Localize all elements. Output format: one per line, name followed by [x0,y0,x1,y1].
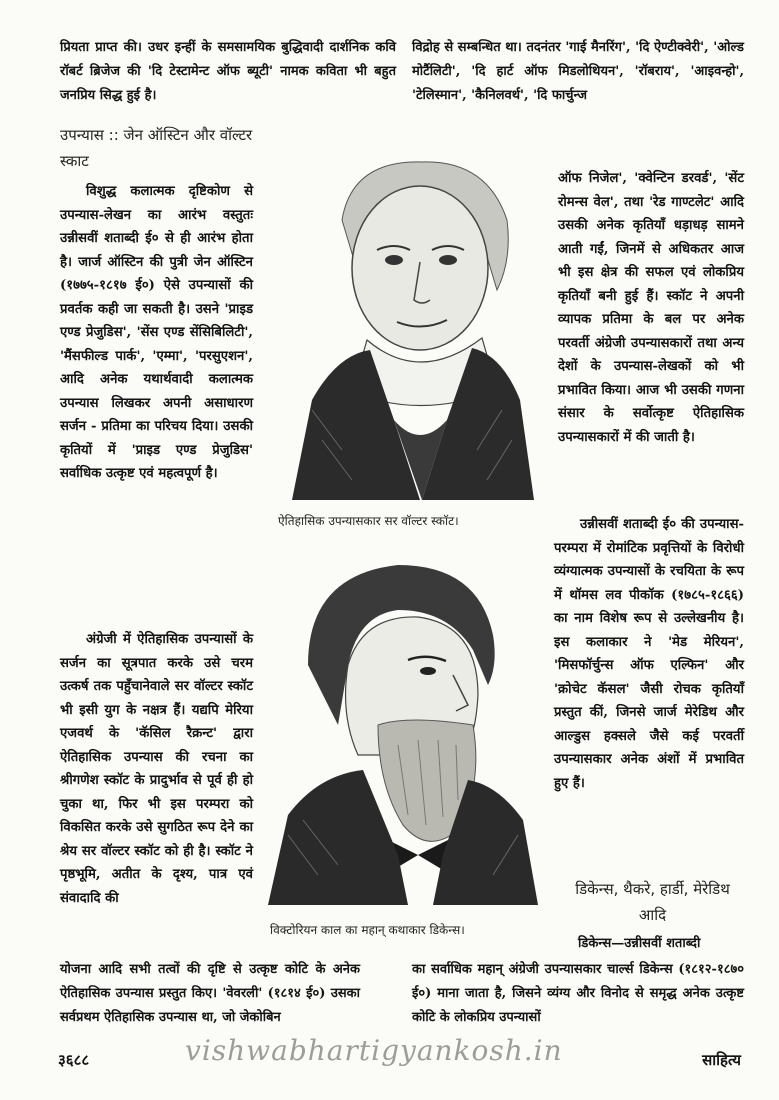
site-watermark: vishwabhartigyankosh.in [185,1034,563,1067]
paragraph-austen: विशुद्ध कलात्मक दृष्टिकोण से उपन्यास-लेखन का आरंभ वस्तुतः उन्नीसवीं शताब्दी ई० से ही आरंभ होता है। जार्ज ऑस्टिन की पुत्री जेन ऑस्टिन (१७७५-१८१७ ई०) ऐसे उपन्यासों की प्रवर्तक कही जा सकती है। उसने 'प्राइड एण्ड प्रेजुडिस', 'सेंस एण्ड सेंसिबिलिटी', 'मैंसफील्ड पार्क', 'एम्मा', 'परसुएशन', आदि अनेक यथार्थवादी कलात्मक उपन्यास लिखकर अपनी असाधारण सर्जन - प्रतिमा का परिचय दिया। उसकी कृतियों में 'प्राइड एण्ड प्रेजुडिस' सर्वाधिक उत्कृष्ट एवं महत्वपूर्ण है। [60,184,253,481]
section-name-footer: साहित्य [702,1051,741,1069]
dickens-intro-line: डिकेन्स—उन्नीसवीं शताब्दी [578,936,701,951]
dickens-portrait-caption: विक्टोरियन काल का महान् कथाकार डिकेन्स। [270,923,465,937]
page-number: ३६८८ [58,1051,90,1069]
bottom-left-paragraph: योजना आदि सभी तत्वों की दृष्टि से उत्कृष्ट कोटि के अनेक ऐतिहासिक उपन्यास प्रस्तुत किए। 'वेवरली' (१८१४ ई०) उसका सर्वप्रथम ऐतिहासिक उपन्यास था, जो जेकोबिन [60,962,360,1025]
dickens-portrait-image [268,555,538,905]
section-heading-austen-scott: उपन्यास :: जेन ऑस्टिन और वॉल्टर स्काट [60,126,253,170]
walter-scott-portrait-image [282,150,544,500]
bottom-right-paragraph: का सर्वाधिक महान् अंग्रेजी उपन्यासकार चार्ल्स डिकेन्स (१८१२-१८७० ई०) माना जाता है, जिसने व्यंग्य और विनोद से समृद्ध अनेक उत्कृष्ट कोटि के लोकप्रिय उपन्यासों [412,962,744,1025]
right-column-paragraph-1: ऑफ निजेल', 'क्वेन्टिन डरवर्ड', 'सेंट रोमन्स वेल', तथा 'रेड गाण्टलेट' आदि उसकी अनेक कृतियाँ धड़ाधड़ सामने आती गईं, जिनमें से अधिकतर आज भी इस क्षेत्र की सफल एवं लोकप्रिय कृतियाँ बनी हुई हैं। स्कॉट ने अपनी व्यापक प्रतिमा के बल पर अनेक परवर्ती अंग्रेजी उपन्यासकारों तथा अन्य देशों के उपन्यास-लेखकों को भी प्रभावित किया। आज भी उसकी गणना संसार के सर्वोत्कृष्ट ऐतिहासिक उपन्यासकारों में की जाती है। [558,171,744,445]
top-left-paragraph: प्रियता प्राप्त की। उधर इन्हीं के समसामयिक बुद्धिवादी दार्शनिक कवि रॉबर्ट ब्रिजेज की 'दि टेस्टामेन्ट ऑफ ब्यूटी' नामक कविता भी बहुत जनप्रिय सिद्ध हुई है। [60,40,396,103]
section-heading-dickens: डिकेन्स, थैकरे, हार्डी, मेरेडिथ आदि [575,880,730,924]
left-column-paragraph-2: अंग्रेजी में ऐतिहासिक उपन्यासों के सर्जन का सूत्रपात करके उसे चरम उत्कर्ष तक पहुँचानेवाले सर वॉल्टर स्कॉट भी इसी युग के नक्षत्र हैं। यद्यपि मेरिया एजवर्थ के 'कॅसिल रैक्रन्ट' द्वारा ऐतिहासिक उपन्यास की रचना का श्रीगणेश स्कॉट के प्रादुर्भाव से पूर्व ही हो चुका था, फिर भी इस परम्परा को विकसित करके उसे सुगठित रूप देने का श्रेय सर वॉल्टर स्कॉट को ही है। स्कॉट ने पृष्ठभूमि, अतीत के दृश्य, पात्र एवं संवादादि की [60,632,253,906]
left-column-paragraph-1 [60,180,253,486]
scott-portrait-caption: ऐतिहासिक उपन्यासकार सर वॉल्टर स्कॉट। [278,514,459,528]
top-right-paragraph: विद्रोह से सम्बन्धित था। तदनंतर 'गाई मैनरिंग', 'दि ऐण्टीक्वेरी', 'ओल्ड मोर्टैलिटी', 'दि हार्ट ऑफ मिडलोथियन', 'रॉबराय', 'आइवन्हो', 'टेलिस्मान', 'कैनिलवर्थ', 'दि फार्चुन्ज [412,40,744,103]
right-column-paragraph-2: उन्नीसवीं शताब्दी ई० की उपन्यास-परम्परा में रोमांटिक प्रवृत्तियों के विरोधी व्यंग्यात्मक उपन्यासों के रचयिता के रूप में थॉमस लव पीकॉक (१७८५-१८६६) का नाम विशेष रूप से उल्लेखनीय है। इस कलाकार ने 'मेड मेरियन', 'मिसफॉर्चुन्स ऑफ एल्फिन' और 'क्रोचेट कॅसल' जैसी रोचक कृतियाँ प्रस्तुत कीं, जिनसे जार्ज मेरेडिथ और आल्डुस हक्सले जैसे कई परवर्ती उपन्यासकार अनेक अंशों में प्रभावित हुए हैं। [554,517,744,791]
